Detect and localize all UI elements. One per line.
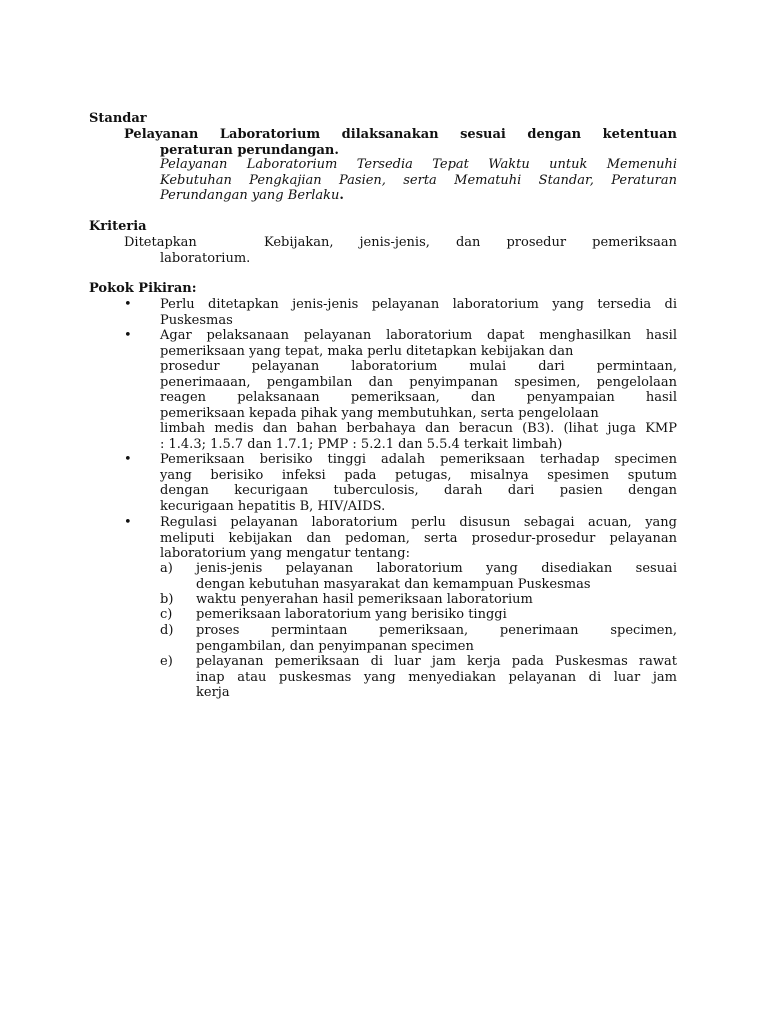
- bullet-4-line-3: laboratorium yang mengatur tentang:: [160, 546, 410, 561]
- kriteria-text: [124, 235, 677, 266]
- bullet-2-mark: •: [124, 328, 132, 343]
- subitem-e-line-3: kerja: [196, 685, 230, 700]
- standar-line-1: Pelayanan Laboratorium dilaksanakan sesuai dengan ketentuan: [124, 127, 677, 142]
- subitem-d-text: [196, 623, 677, 654]
- bullet-1-text: [160, 297, 677, 328]
- subitem-b-mark: b): [160, 592, 174, 607]
- bullet-2-line-4: penerimaaan, pengambilan dan penyimpanan spesimen, pengelolaan: [160, 374, 677, 390]
- subitem-e-mark: e): [160, 654, 173, 669]
- kriteria-line-1: Kebijakan, jenis-jenis, dan prosedur pemeriksaan: [264, 235, 677, 250]
- subitem-a-line-1: jenis-jenis pelayanan laboratorium yang disediakan sesuai: [196, 561, 677, 576]
- subitem-c-text: pemeriksaan laboratorium yang berisiko tinggi: [196, 607, 507, 622]
- subitem-e-line-1: pelayanan pemeriksaan di luar jam kerja pada Puskesmas rawat: [196, 654, 677, 669]
- bullet-4-line-2: meliputi kebijakan dan pedoman, serta prosedur-prosedur pelayanan: [160, 530, 677, 546]
- standar-italic-text: [160, 157, 677, 204]
- bullet-4-text: [160, 515, 677, 562]
- subitem-c-mark: c): [160, 607, 173, 622]
- pokok-heading: Pokok Pikiran:: [89, 281, 197, 296]
- bullet-4-mark: •: [124, 515, 132, 530]
- bullet-1-line-1: Perlu ditetapkan jenis-jenis pelayanan laboratorium yang tersedia di: [160, 297, 677, 312]
- standar-heading: Standar: [89, 111, 147, 126]
- bullet-2-line-3: prosedur pelayanan laboratorium mulai dari permintaan,: [160, 359, 677, 374]
- subitem-b-text: waktu penyerahan hasil pemeriksaan laboratorium: [196, 592, 533, 607]
- bullet-3-line-4: kecurigaan hepatitis B, HIV/AIDS.: [160, 498, 386, 514]
- subitem-d-line-2: pengambilan, dan penyimpanan specimen: [196, 638, 474, 654]
- subitem-d-mark: d): [160, 623, 174, 638]
- subitem-a-text: [196, 561, 677, 592]
- standar-line-2: peraturan perundangan.: [160, 142, 339, 158]
- bullet-2-line-1: Agar pelaksanaan pelayanan laboratorium dapat menghasilkan hasil: [160, 328, 677, 343]
- kriteria-heading: Kriteria: [89, 219, 147, 234]
- standar-italic-line-3: Perundangan yang Berlaku: [160, 188, 340, 203]
- subitem-a-mark: a): [160, 561, 173, 576]
- standar-italic-line-2: Kebutuhan Pengkajian Pasien, serta Mematuhi Standar, Peraturan: [160, 172, 677, 188]
- standar-italic-line-1: Pelayanan Laboratorium Tersedia Tepat Waktu untuk Memenuhi: [160, 157, 677, 172]
- bullet-2-line-2: pemeriksaan yang tepat, maka perlu ditetapkan kebijakan dan: [160, 343, 574, 359]
- bullet-3-mark: •: [124, 452, 132, 467]
- subitem-d-line-1: proses permintaan pemeriksaan, penerimaan specimen,: [196, 623, 677, 638]
- bullet-1-mark: •: [124, 297, 132, 312]
- bullet-4-line-1: Regulasi pelayanan laboratorium perlu disusun sebagai acuan, yang: [160, 515, 677, 530]
- standar-italic-end: .: [339, 188, 344, 203]
- bullet-2-line-6: pemeriksaan kepada pihak yang membutuhkan, serta pengelolaan: [160, 405, 599, 421]
- bullet-3-text: [160, 452, 677, 514]
- bullet-2-line-8: : 1.4.3; 1.5.7 dan 1.7.1; PMP : 5.2.1 dan 5.5.4 terkait limbah): [160, 436, 563, 452]
- kriteria-word-ditetapkan: Ditetapkan: [124, 235, 197, 250]
- bullet-3-line-2: yang berisiko infeksi pada petugas, misalnya spesimen sputum: [160, 467, 677, 483]
- subitem-e-text: [196, 654, 677, 701]
- bullet-3-line-1: Pemeriksaan berisiko tinggi adalah pemeriksaan terhadap specimen: [160, 452, 677, 467]
- bullet-2-text: [160, 328, 677, 452]
- subitem-a-line-2: dengan kebutuhan masyarakat dan kemampuan Puskesmas: [196, 576, 591, 592]
- bullet-2-line-5: reagen pelaksanaan pemeriksaan, dan penyampaian hasil: [160, 390, 677, 405]
- bullet-2-line-7: limbah medis dan bahan berbahaya dan beracun (B3). (lihat juga KMP: [160, 421, 677, 436]
- bullet-3-line-3: dengan kecurigaan tuberculosis, darah dari pasien dengan: [160, 483, 677, 498]
- kriteria-line-2: laboratorium.: [160, 250, 251, 266]
- subitem-e-line-2: inap atau puskesmas yang menyediakan pelayanan di luar jam: [196, 669, 677, 685]
- bullet-1-line-2: Puskesmas: [160, 312, 233, 328]
- standar-statement: [124, 127, 677, 158]
